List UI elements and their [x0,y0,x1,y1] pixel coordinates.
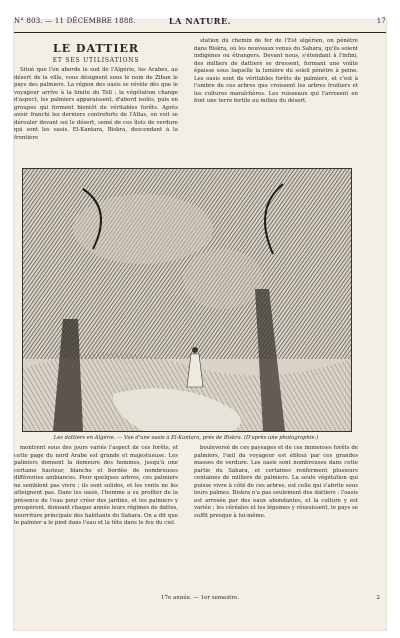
right-column [194,38,358,106]
page-header [14,17,386,31]
palm-forest-engraving [23,169,351,431]
left-bottom-text: montrent sous des jours variés l'aspect de ces forêts, et cette page du nord Arabe est grande et majestueuse. Les palmiers donnent la demeure des hommes, jusqu'à une certaine hauteur, blanche et bordée de nombreuses différentes ambiances. Pour quelques arbres, ces palmiers ne semblent pas vivre ; ils sont solides, et les vents ne les atteignent pas. Dans les oasis, l'homme a su profiter de la présence de l'eau pour créer des jardins, et les palmiers y prospèrent, donnant chaque année leurs régimes de dattes, nourriture principale des habitants du Sahara. On a dit que le palmier a le pied dans l'eau et la tête dans le feu du ciel. [14,445,178,526]
left-column-text: Situé que l'on aborde le sud de l'Algérie, les Arabes, au désert de la ville, vous désignent sous le nom de Ziban le pays des palmiers. La région des oasis se révèle dès que le voyageur arrive à la limite du Tell ; la végétation change d'aspect, les palmiers apparaissent, d'abord isolés, puis en groupes qui forment bientôt de véritables forêts. Après avoir franchi les derniers contreforts de l'Atlas, on voit se dérouler devant soi le désert, semé de ces îlots de verdure qui sont les oasis. El-Kantara, Biskra, descendant à la frontière [14,67,178,141]
volume-note: 17e année. — 1er semestre. [161,595,239,601]
left-column [14,38,178,142]
engraving-oasis-illustration [22,168,352,432]
signature-mark: 2 [376,595,380,601]
right-bottom-column [194,445,358,520]
article-title: LE DATTIER [52,42,140,55]
article-subtitle: ET SES UTILISATIONS [52,57,140,64]
right-bottom-text: bouleversé de ces paysages et de ces immenses forêts de palmiers, l'œil du voyageur est ébloui par ces grandes masses de verdure. Les oasis sont nombreuses dans cette partie du Sahara, et certaines renferment plusieurs centaines de milliers de palmiers. La seule végétation qui puisse vivre à côté de ces arbres, est celle qui s'abrite sous leurs palmes. Biskra n'a pas seulement des dattiers : l'oasis est arrosée par des eaux abondantes, et la culture y est variée ; les céréales et les légumes y réussissent, le pays se suffit presque à lui-même. [194,445,358,519]
journal-name: LA NATURE. [168,16,232,26]
page-number: 17 [376,17,386,25]
left-bottom-column [14,445,178,528]
header-rule [14,32,386,33]
right-column-text: station du chemin de fer de l'Est algérien, on pénètre dans Biskra, où les nouveaux venus du Sahara, qu'ils soient indigènes ou étrangers. Devant nous, s'étendant à l'infini, des milliers de dattiers se dressent, formant une voûte épaisse sous laquelle la lumière du soleil pénètre à peine. Les oasis sont de véritables forêts de palmiers, et c'est à l'ombre de ces arbres que croissent les arbres fruitiers et les cultures maraîchères. Les ruisseaux qui l'arrosent en font une terre fertile au milieu du désert. [194,38,358,104]
issue-number: N° 803. — 11 DÉCEMBRE 1888. [14,17,136,25]
figure-caption: Les dattiers en Algérie. — Vue d'une oasis à El-Kantara, près de Biskra. (D'après une photographie.) [53,435,319,441]
